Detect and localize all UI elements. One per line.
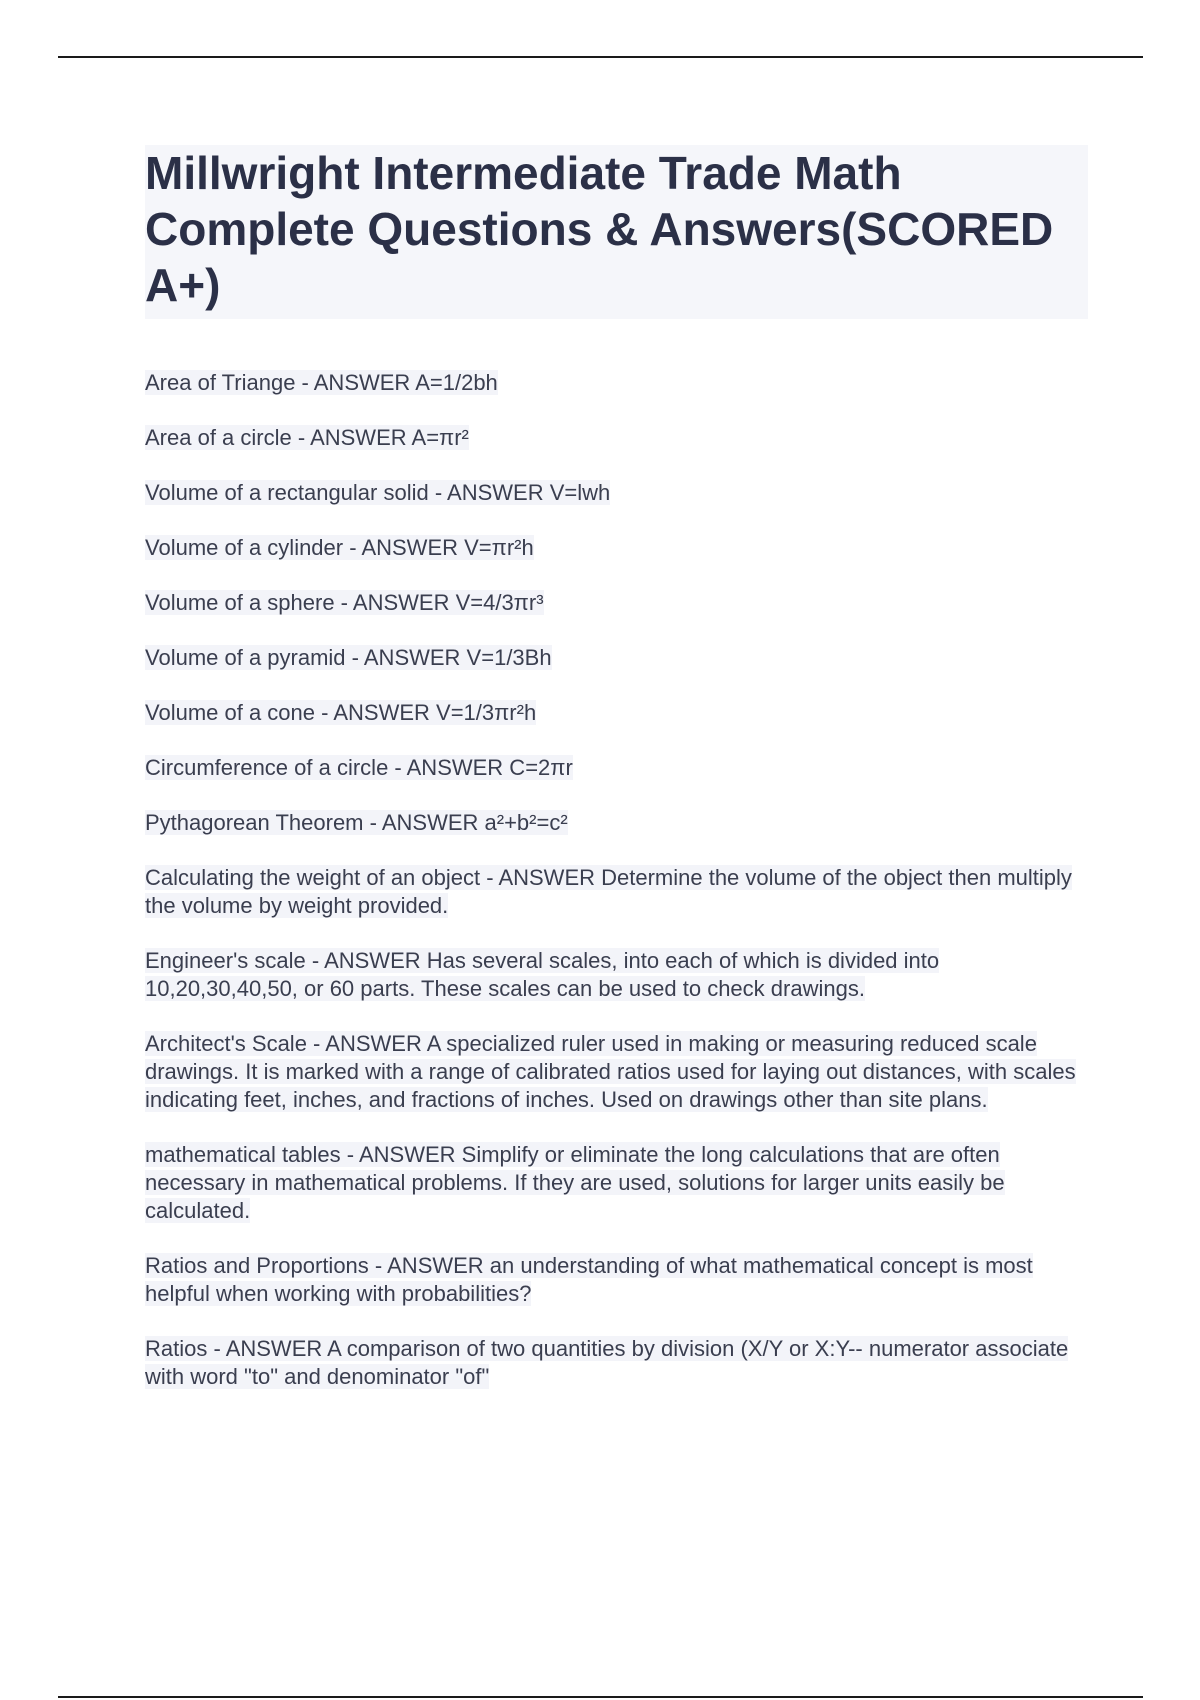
title-block bbox=[145, 145, 1088, 319]
qa-item bbox=[145, 1141, 1090, 1225]
qa-text: Volume of a cylinder - ANSWER V=πr²h bbox=[145, 535, 534, 560]
qa-item bbox=[145, 1030, 1090, 1114]
qa-text: Architect's Scale - ANSWER A specialized ruler used in making or measuring reduced scale drawings. It is marked with a range of calibrated ratios used for laying out distances, with scales indicating feet, inches, and fractions of inches. Used on drawings other than site plans. bbox=[145, 1031, 1076, 1112]
qa-text: Engineer's scale - ANSWER Has several scales, into each of which is divided into 10,20,30,40,50, or 60 parts. These scales can be used to check drawings. bbox=[145, 948, 940, 1001]
page-bottom-rule bbox=[58, 1696, 1143, 1698]
qa-item bbox=[145, 589, 1090, 617]
qa-text: Volume of a cone - ANSWER V=1/3πr²h bbox=[145, 700, 537, 725]
qa-item bbox=[145, 479, 1090, 507]
qa-item bbox=[145, 1252, 1090, 1308]
qa-item bbox=[145, 369, 1090, 397]
document-title: Millwright Intermediate Trade Math Complete Questions & Answers(SCORED A+) bbox=[145, 147, 1054, 311]
qa-item bbox=[145, 644, 1090, 672]
qa-item bbox=[145, 534, 1090, 562]
qa-text: Circumference of a circle - ANSWER C=2πr bbox=[145, 755, 573, 780]
qa-item bbox=[145, 864, 1090, 920]
qa-item bbox=[145, 809, 1090, 837]
qa-item bbox=[145, 754, 1090, 782]
qa-item bbox=[145, 424, 1090, 452]
qa-text: Volume of a pyramid - ANSWER V=1/3Bh bbox=[145, 645, 552, 670]
document-page bbox=[145, 145, 1090, 1418]
qa-list bbox=[145, 369, 1090, 1391]
page-top-rule bbox=[58, 56, 1143, 58]
qa-text: Area of a circle - ANSWER A=πr² bbox=[145, 425, 469, 450]
qa-item bbox=[145, 699, 1090, 727]
qa-text: mathematical tables - ANSWER Simplify or eliminate the long calculations that are often necessary in mathematical problems. If they are used, solutions for larger units easily be calculated. bbox=[145, 1142, 1005, 1223]
qa-text: Volume of a rectangular solid - ANSWER V=lwh bbox=[145, 480, 611, 505]
qa-text: Volume of a sphere - ANSWER V=4/3πr³ bbox=[145, 590, 544, 615]
qa-text: Ratios - ANSWER A comparison of two quantities by division (X/Y or X:Y-- numerator associate with word "to" and denominator "of" bbox=[145, 1336, 1069, 1389]
qa-text: Ratios and Proportions - ANSWER an understanding of what mathematical concept is most helpful when working with probabilities? bbox=[145, 1253, 1033, 1306]
qa-text: Area of Triange - ANSWER A=1/2bh bbox=[145, 370, 498, 395]
qa-item bbox=[145, 947, 1090, 1003]
qa-text: Pythagorean Theorem - ANSWER a²+b²=c² bbox=[145, 810, 568, 835]
qa-item bbox=[145, 1335, 1090, 1391]
qa-text: Calculating the weight of an object - ANSWER Determine the volume of the object then multiply the volume by weight provided. bbox=[145, 865, 1072, 918]
